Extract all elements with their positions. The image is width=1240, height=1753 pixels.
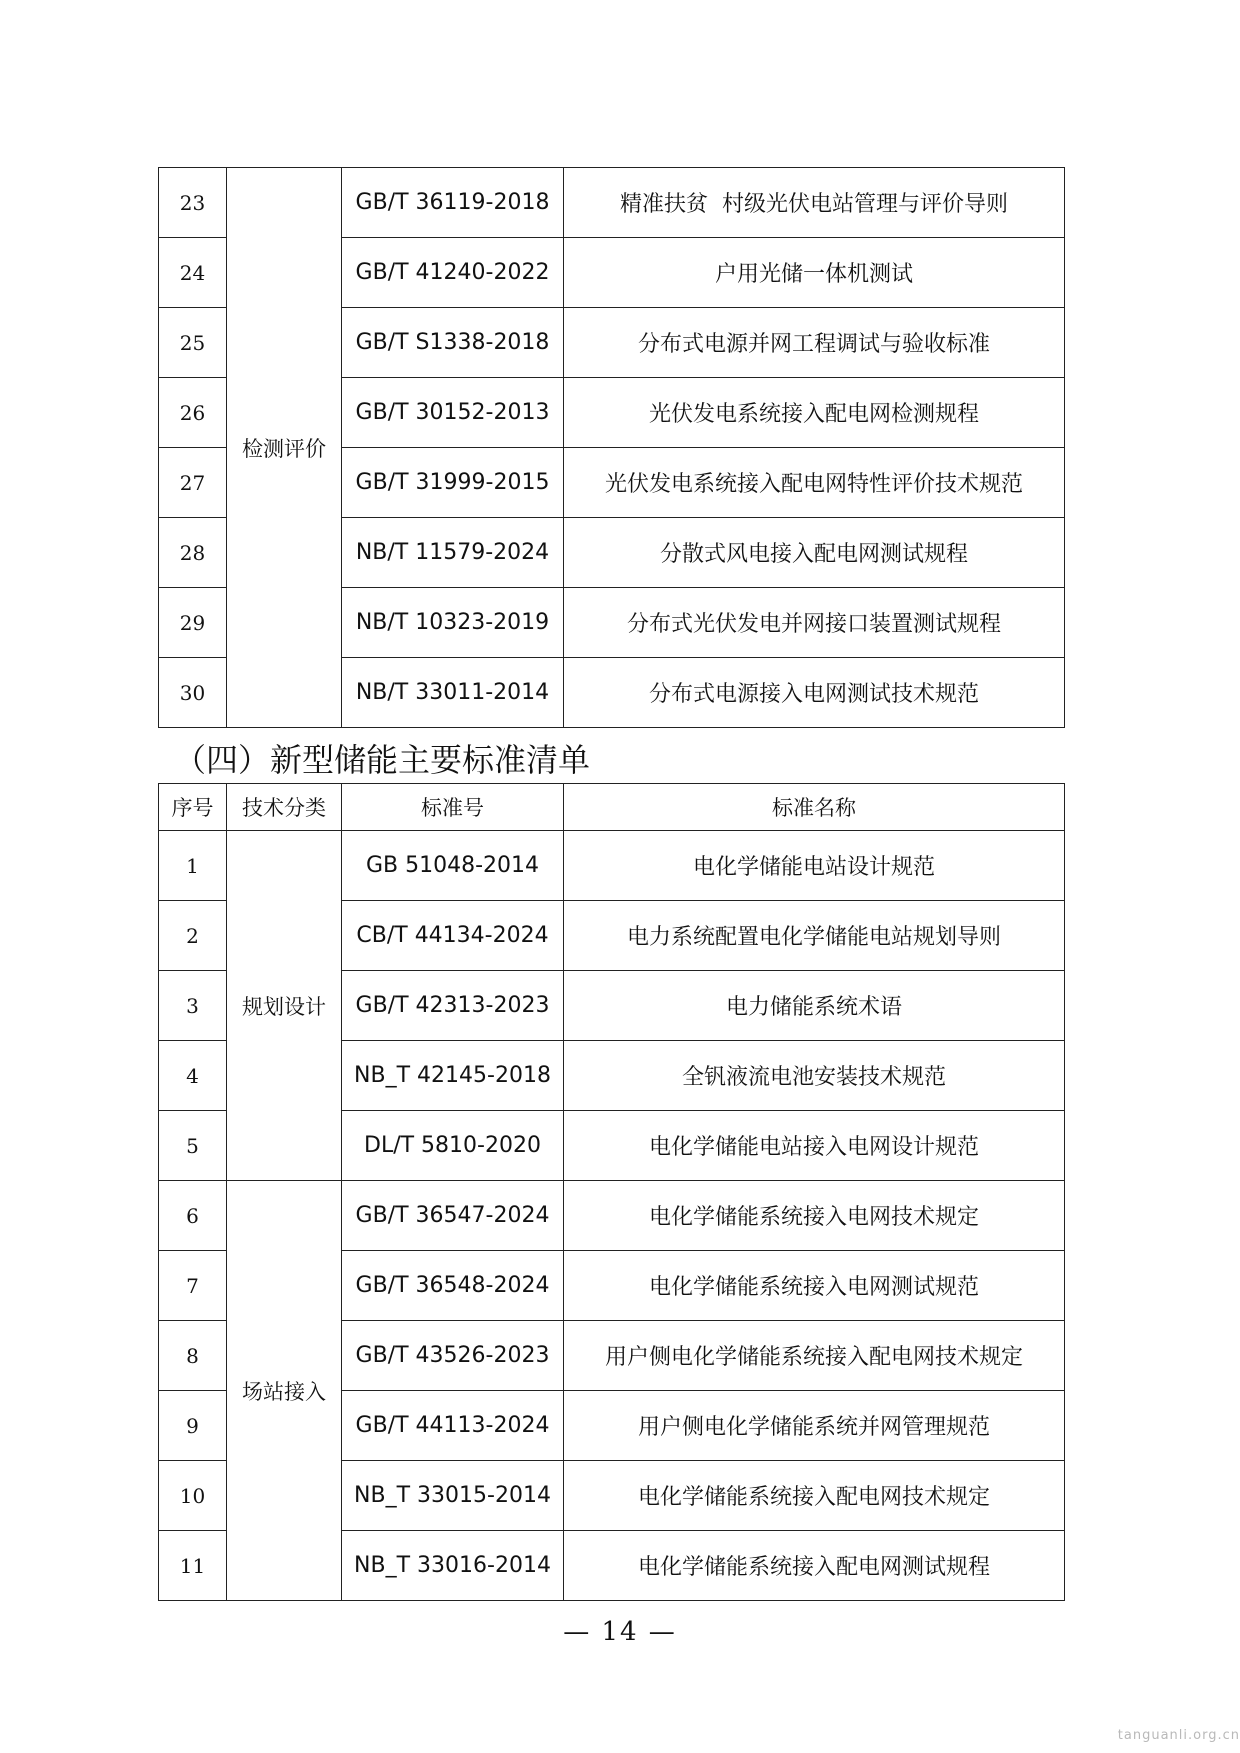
standard-code: NB_T 42145-2018 — [342, 1041, 564, 1111]
standard-name: 分散式风电接入配电网测试规程 — [564, 518, 1065, 588]
header-name: 标准名称 — [564, 784, 1065, 831]
row-number: 2 — [159, 901, 227, 971]
row-number: 1 — [159, 831, 227, 901]
standard-name: 户用光储一体机测试 — [564, 238, 1065, 308]
standard-code: NB_T 33016-2014 — [342, 1531, 564, 1601]
row-number: 25 — [159, 308, 227, 378]
row-number: 23 — [159, 168, 227, 238]
standard-name: 电化学储能系统接入配电网测试规程 — [564, 1531, 1065, 1601]
table-row — [159, 831, 1065, 901]
row-number: 24 — [159, 238, 227, 308]
energy-storage-standards-table — [158, 783, 1065, 1601]
row-number: 26 — [159, 378, 227, 448]
standard-code: GB/T 44113-2024 — [342, 1391, 564, 1461]
row-number: 3 — [159, 971, 227, 1041]
standard-name: 精准扶贫 村级光伏电站管理与评价导则 — [564, 168, 1065, 238]
row-number: 10 — [159, 1461, 227, 1531]
page-number: — 14 — — [563, 1617, 677, 1647]
header-category: 技术分类 — [227, 784, 342, 831]
category-cell: 检测评价 — [227, 168, 342, 728]
category-cell: 场站接入 — [227, 1181, 342, 1601]
standards-table-continued — [158, 167, 1065, 728]
standard-code: GB/T 36548-2024 — [342, 1251, 564, 1321]
row-number: 7 — [159, 1251, 227, 1321]
category-cell: 规划设计 — [227, 831, 342, 1181]
standard-name: 用户侧电化学储能系统并网管理规范 — [564, 1391, 1065, 1461]
standard-name: 电化学储能电站设计规范 — [564, 831, 1065, 901]
standard-name: 电力系统配置电化学储能电站规划导则 — [564, 901, 1065, 971]
standard-code: NB_T 33015-2014 — [342, 1461, 564, 1531]
standard-name: 电化学储能系统接入配电网技术规定 — [564, 1461, 1065, 1531]
section-heading: （四）新型储能主要标准清单 — [174, 741, 591, 779]
standard-name: 分布式电源接入电网测试技术规范 — [564, 658, 1065, 728]
standard-name: 电化学储能系统接入电网技术规定 — [564, 1181, 1065, 1251]
row-number: 27 — [159, 448, 227, 518]
standard-name: 光伏发电系统接入配电网检测规程 — [564, 378, 1065, 448]
standard-code: GB/T S1338-2018 — [342, 308, 564, 378]
standard-code: GB/T 43526-2023 — [342, 1321, 564, 1391]
row-number: 28 — [159, 518, 227, 588]
standard-name: 电化学储能电站接入电网设计规范 — [564, 1111, 1065, 1181]
row-number: 4 — [159, 1041, 227, 1111]
standard-code: GB/T 36119-2018 — [342, 168, 564, 238]
row-number: 30 — [159, 658, 227, 728]
standard-name: 分布式光伏发电并网接口装置测试规程 — [564, 588, 1065, 658]
header-code: 标准号 — [342, 784, 564, 831]
header-number: 序号 — [159, 784, 227, 831]
standard-code: GB/T 36547-2024 — [342, 1181, 564, 1251]
row-number: 8 — [159, 1321, 227, 1391]
standard-code: GB 51048-2014 — [342, 831, 564, 901]
standard-name: 全钒液流电池安装技术规范 — [564, 1041, 1065, 1111]
table-row — [159, 1181, 1065, 1251]
standard-code: CB/T 44134-2024 — [342, 901, 564, 971]
standard-name: 光伏发电系统接入配电网特性评价技术规范 — [564, 448, 1065, 518]
standard-code: DL/T 5810-2020 — [342, 1111, 564, 1181]
row-number: 11 — [159, 1531, 227, 1601]
standard-code: GB/T 31999-2015 — [342, 448, 564, 518]
standard-code: GB/T 30152-2013 — [342, 378, 564, 448]
standard-name: 分布式电源并网工程调试与验收标准 — [564, 308, 1065, 378]
table-row — [159, 168, 1065, 238]
standard-name: 用户侧电化学储能系统接入配电网技术规定 — [564, 1321, 1065, 1391]
row-number: 9 — [159, 1391, 227, 1461]
table-header-row — [159, 784, 1065, 831]
standard-name: 电力储能系统术语 — [564, 971, 1065, 1041]
row-number: 6 — [159, 1181, 227, 1251]
standard-code: GB/T 42313-2023 — [342, 971, 564, 1041]
standard-name: 电化学储能系统接入电网测试规范 — [564, 1251, 1065, 1321]
row-number: 5 — [159, 1111, 227, 1181]
row-number: 29 — [159, 588, 227, 658]
standard-code: NB/T 11579-2024 — [342, 518, 564, 588]
watermark-text: tanguanli.org.cn — [1117, 1728, 1240, 1743]
standard-code: NB/T 33011-2014 — [342, 658, 564, 728]
standard-code: GB/T 41240-2022 — [342, 238, 564, 308]
standard-code: NB/T 10323-2019 — [342, 588, 564, 658]
